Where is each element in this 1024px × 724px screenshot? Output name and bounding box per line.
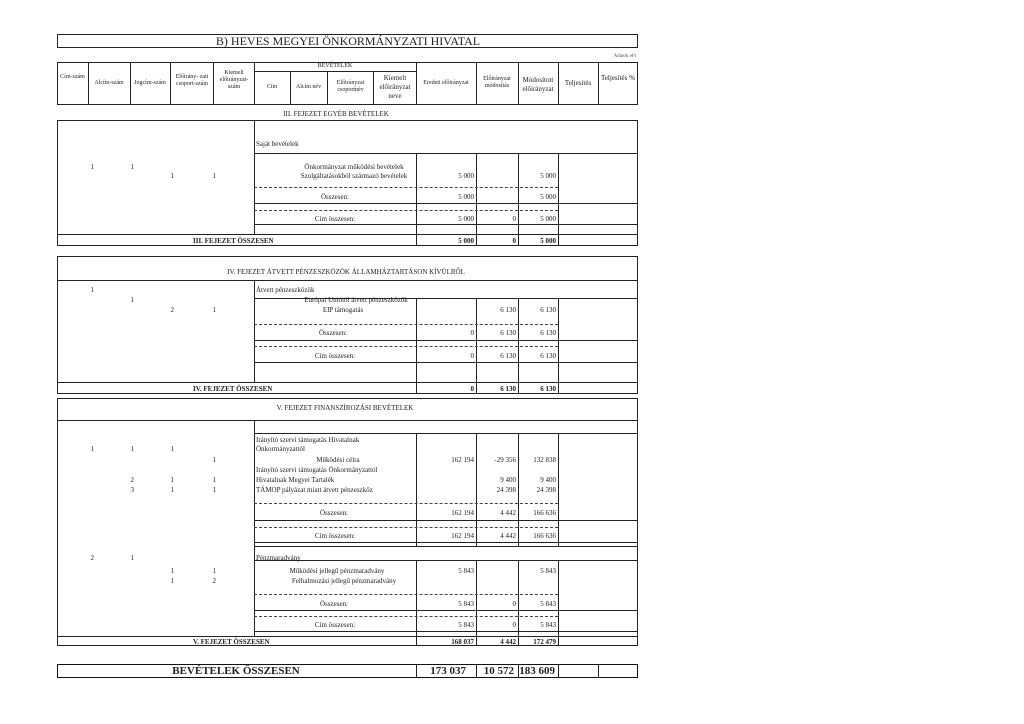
chapter3-code-csoport: 1: [170, 172, 174, 180]
chapter5-b1-code-r5-kiemelt: 1: [212, 476, 216, 484]
chapter3-cim-modositas: 0: [512, 215, 516, 223]
grand-total-modositott: 183 609: [519, 665, 555, 677]
chapter5-b1-code-r6-alcim: 3: [130, 486, 134, 494]
header-bevetelek: BEVÉTELEK: [317, 63, 353, 69]
chapter4-osszesen-modositott: 6 130: [540, 329, 556, 337]
header-eloiranyzat-csoport: Előirányzat csoportnév: [336, 80, 365, 93]
header-kiemelt-eloiranyzat-neve: Kiemelt előirányzat neve: [379, 74, 411, 100]
chapter5-b1-code-r1-alcim: 1: [130, 445, 134, 453]
chapter4-code-cim: 1: [90, 286, 94, 294]
header-teljesites: Teljesítés: [564, 79, 592, 87]
chapter5-b1-code-r1-jogcim: 1: [170, 445, 174, 453]
header-cim-szam: Cím-szám: [60, 74, 85, 80]
chapter5-b2-osszesen-eredeti: 5 843: [458, 600, 474, 608]
header-kiemelt-eloiranyzat-szam: Kiemelt előirányzat-szám: [219, 70, 249, 90]
chapter5-b1-osszesen-label: Összesen:: [320, 509, 348, 517]
chapter5-b2-code-r2-kiemelt: 1: [212, 567, 216, 575]
chapter4-cim-modositas: 6 130: [500, 352, 516, 360]
chapter4-total-modositott: 6 130: [540, 385, 556, 393]
chapter5-heading: V. FEJEZET FINANSZÍROZÁSI BEVÉTELEK: [276, 404, 414, 412]
chapter3-osszesen-label: Összesen:: [321, 193, 349, 201]
chapter3-line1: Önkormányzat működési bevételek: [304, 163, 404, 171]
chapter5-b2-cim-eredeti: 5 843: [458, 621, 474, 629]
chapter4-cim-modositott: 6 130: [540, 352, 556, 360]
chapter4-total-modositas: 6 130: [500, 385, 516, 393]
header-modositott-eloiranyzat: Módosított előirányzat: [522, 76, 554, 93]
chapter5-b1-code-r6-csoport: 1: [170, 486, 174, 494]
chapter5-b1-code-r5-csoport: 1: [170, 476, 174, 484]
chapter5-b2-r2-eredeti: 5 843: [458, 567, 474, 575]
chapter5-b2-code-r2-csoport: 1: [170, 567, 174, 575]
chapter4-row-modositott: 6 130: [540, 306, 556, 314]
chapter5-b1-osszesen-eredeti: 162 194: [451, 509, 474, 517]
header-alcim-szam: Alcím-szám: [94, 80, 124, 86]
chapter5-b1-r5-modositas: 9 400: [500, 476, 516, 484]
chapter5-b1-code-r3: 1: [212, 456, 216, 464]
chapter5-total-modositas: 4 442: [500, 638, 516, 646]
chapter5-b2-cim-osszesen-label: Cím összesen:: [314, 621, 356, 629]
chapter5-b1-r6-modositott: 24 398: [536, 486, 556, 494]
chapter5-b1-r3-eredeti: 162 194: [451, 456, 474, 464]
chapter4-heading: IV. FEJEZET ÁTVETT PÉNZESZKÖZÖK ÁLLAMHÁZTARTÁSON KÍVÜLRŐL: [227, 268, 465, 276]
chapter5-b1-osszesen-modositas: 4 442: [500, 509, 516, 517]
header-jogcim-szam: Jogcím-szám: [134, 80, 166, 86]
chapter5-total-label: V. FEJEZET ÖSSZESEN: [193, 638, 270, 646]
chapter5-b1-line4: Irányító szervi támogatás Önkormányzattól: [256, 466, 378, 474]
chapter3-osszesen-modositott: 5 000: [540, 193, 556, 201]
chapter4-group: Átvett pénzeszközök: [256, 286, 315, 294]
chapter5-b1-line3: Működési célra: [316, 456, 360, 464]
grand-total-eredeti: 173 037: [430, 665, 466, 677]
header-eredeti-eloiranyzat: Eredeti előirányzat: [423, 80, 469, 86]
chapter5-b2-cim-modositas: 0: [512, 621, 516, 629]
chapter3-total-label: III. FEJEZET ÖSSZESEN: [193, 237, 274, 245]
chapter3-cim-osszesen-label: Cím összesen:: [314, 215, 356, 223]
chapter5-b2-group: Pénzmaradvány: [256, 554, 301, 562]
chapter4-total-label: IV. FEJEZET ÖSSZESEN: [193, 385, 273, 393]
grand-total-label: BEVÉTELEK ÖSSZESEN: [172, 665, 300, 677]
chapter5-b1-code-r6-kiemelt: 1: [212, 486, 216, 494]
header-cim: Cím: [266, 84, 278, 90]
chapter5-b2-code-r3-csoport: 1: [170, 577, 174, 585]
chapter4-line2: EIP támogatás: [322, 306, 364, 314]
chapter5-b2-osszesen-label: Összesen:: [320, 600, 348, 608]
chapter5-b1-line1: Irányító szervi támogatás Hivatalnak: [256, 436, 360, 444]
chapter3-code-alcim: 1: [130, 163, 134, 171]
chapter4-cim-osszesen-label: Cím összesen:: [314, 352, 356, 360]
page-title: B) HEVES MEGYEI ÖNKORMÁNYZATI HIVATAL: [215, 34, 481, 48]
chapter5-b2-code-r1-alcim: 1: [130, 554, 134, 562]
chapter4-cim-eredeti: 0: [470, 352, 474, 360]
header-eloiranyzat-modositas: Előirányzat módosítás: [483, 76, 511, 89]
chapter5-b1-r6-modositas: 24 398: [496, 486, 516, 494]
chapter4-total-eredeti: 0: [470, 385, 474, 393]
chapter4-code-kiemelt: 1: [212, 306, 216, 314]
chapter5-b1-cim-modositas: 4 442: [500, 532, 516, 540]
chapter5-b1-osszesen-modositott: 166 636: [533, 509, 556, 517]
chapter5-b1-code-r5-alcim: 2: [130, 476, 134, 484]
chapter5-b2-line2: Felhalmozási jellegű pénzmaradvány: [291, 577, 397, 585]
grand-total-modositas: 10 572: [483, 665, 514, 677]
chapter5-b1-r5-modositott: 9 400: [540, 476, 556, 484]
chapter5-b1-code-r1-cim: 1: [90, 445, 94, 453]
chapter3-group: Saját bevételek: [256, 140, 299, 148]
unit-note: Adatok eFt: [613, 54, 636, 59]
chapter5-b2-osszesen-modositott: 5 843: [540, 600, 556, 608]
chapter3-body: [57, 120, 638, 246]
chapter4-body: [57, 256, 638, 394]
chapter5-b1-line2: Önkormányzattól: [256, 445, 305, 453]
header-eloiranyzat-csoport-szam: Előirány- zati csoport-szám: [175, 74, 209, 87]
chapter3-total-eredeti: 5 000: [458, 237, 474, 245]
chapter4-row-modositas: 6 130: [500, 306, 516, 314]
chapter5-b1-cim-osszesen-label: Cím összesen:: [314, 532, 356, 540]
chapter5-b2-osszesen-modositas: 0: [512, 600, 516, 608]
chapter3-row-eredeti: 5 000: [458, 172, 474, 180]
chapter4-osszesen-label: Összesen:: [319, 329, 347, 337]
chapter3-line2: Szolgáltatásokból származó bevételek: [300, 172, 408, 180]
chapter5-b1-line6: TÁMOP pályázat miatt átvett pénzeszköz: [256, 486, 373, 494]
chapter5-total-modositott: 172 479: [533, 638, 556, 646]
chapter5-b2-r2-modositott: 5 843: [540, 567, 556, 575]
chapter5-total-eredeti: 168 037: [451, 638, 474, 646]
chapter3-cim-eredeti: 5 000: [458, 215, 474, 223]
chapter4-osszesen-modositas: 6 130: [500, 329, 516, 337]
chapter5-b2-code-r1-cim: 2: [90, 554, 94, 562]
chapter4-line1: Európai Uniótól átvett pénzeszközök: [304, 296, 408, 304]
chapter5-b1-r3-modositott: 132 838: [533, 456, 556, 464]
chapter3-code-kiemelt: 1: [212, 172, 216, 180]
chapter5-b2-cim-modositott: 5 843: [540, 621, 556, 629]
chapter4-osszesen-eredeti: 0: [470, 329, 474, 337]
chapter5-b1-r3-modositas: -29 356: [494, 456, 516, 464]
chapter5-b1-cim-modositott: 166 636: [533, 532, 556, 540]
chapter3-row-modositott: 5 000: [540, 172, 556, 180]
chapter3-heading: III. FEJEZET EGYÉB BEVÉTELEK: [283, 110, 389, 118]
chapter3-cim-modositott: 5 000: [540, 215, 556, 223]
chapter4-code-alcim: 1: [130, 296, 134, 304]
chapter5-b1-line5: Hivatalnak Megyei Tartalék: [256, 476, 335, 484]
chapter3-osszesen-eredeti: 5 000: [458, 193, 474, 201]
chapter5-b1-cim-eredeti: 162 194: [451, 532, 474, 540]
header-teljesites-pct: Teljesítés %: [601, 74, 635, 82]
chapter5-b2-code-r3-kiemelt: 2: [212, 577, 216, 585]
chapter5-b2-line1: Működési jellegű pénzmaradvány: [289, 567, 385, 575]
header-alcim-nev: Alcím név: [295, 84, 322, 90]
chapter3-total-modositott: 5 000: [540, 237, 556, 245]
chapter3-code-cim: 1: [90, 163, 94, 171]
chapter4-code-csoport: 2: [170, 306, 174, 314]
chapter3-total-modositas: 0: [512, 237, 516, 245]
